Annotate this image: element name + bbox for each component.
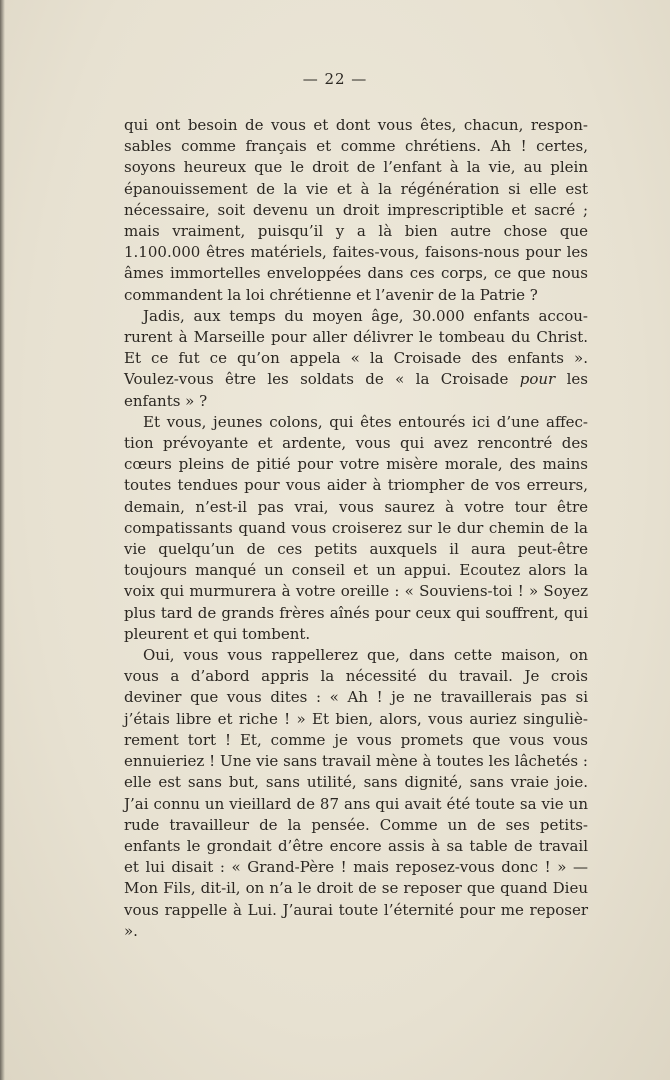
paragraph-2-start: Jadis, aux temps du moyen âge, 30.000 enfants accoururent à Marseille pour aller délivrer le tombeau du Christ. Et ce fut ce qu’on appela « la Croisade des enfants ». Voulez-vous être les soldats de « la Croisade — [124, 306, 588, 389]
paragraph-1: qui ont besoin de vous et dont vous êtes, chacun, responsables comme français et comme chrétiens. Ah ! certes, soyons heureux que le droit de l’enfant à la vie, au plein épanouissement de la vie et à la régénération si elle est nécessaire, soit devenu un droit imprescriptible et sacré ; mais vraiment, puisqu’il y a là bien autre chose que 1.100.000 êtres matériels, faites-vous, faisons-nous pour les âmes immortelles enveloppées dans ces corps, ce que nous commandent la loi chrétienne et l’avenir de la Patrie ? — [124, 116, 588, 304]
body-text — [124, 115, 588, 942]
paragraph-4: Oui, vous vous rappellerez que, dans cette maison, on vous a d’abord appris la nécessité du travail. Je crois deviner que vous dites : « Ah ! je ne travaillerais pas si j’étais libre et riche ! » Et bien, alors, vous auriez singulièrement tort ! Et, comme je vous promets que vous vous ennuieriez ! Une vie sans travail mène à toutes les lâchetés : elle est sans but, sans utilité, sans dignité, sans vraie joie. J’ai connu un vieillard de 87 ans qui avait été toute sa vie un rude travailleur de la pensée. Comme un de ses petits-enfants le grondait d’être encore assis à sa table de travail et lui disait : « Grand-Père ! mais reposez-vous donc ! » — Mon Fils, dit-il, on n’a le droit de se reposer que quand Dieu vous rappelle à Lui. J’aurai toute l’éternité pour me reposer ». — [124, 646, 588, 940]
page-number: — 22 — — [302, 70, 368, 88]
page-edge-shadow — [0, 0, 5, 1080]
paragraph-3: Et vous, jeunes colons, qui êtes entourés ici d’une affection prévoyante et ardente, vous qui avez rencontré des cœurs pleins de pitié pour votre misère morale, des mains toutes tendues pour vous aider à triompher de vos erreurs, demain, n’est-il pas vrai, vous saurez à votre tour être compatissants quand vous croiserez sur le dur chemin de la vie quelqu’un de ces petits auxquels il aura peut-être toujours manqué un conseil et un appui. Ecoutez alors la voix qui murmurera à votre oreille : « Souviens-toi ! » Soyez plus tard de grands frères aînés pour ceux qui souffrent, qui pleurent et qui tombent. — [124, 412, 588, 643]
paragraph-2-end: les enfants » ? — [124, 370, 588, 410]
italic-word: pour — [519, 370, 556, 389]
paragraph-2 — [124, 306, 588, 412]
